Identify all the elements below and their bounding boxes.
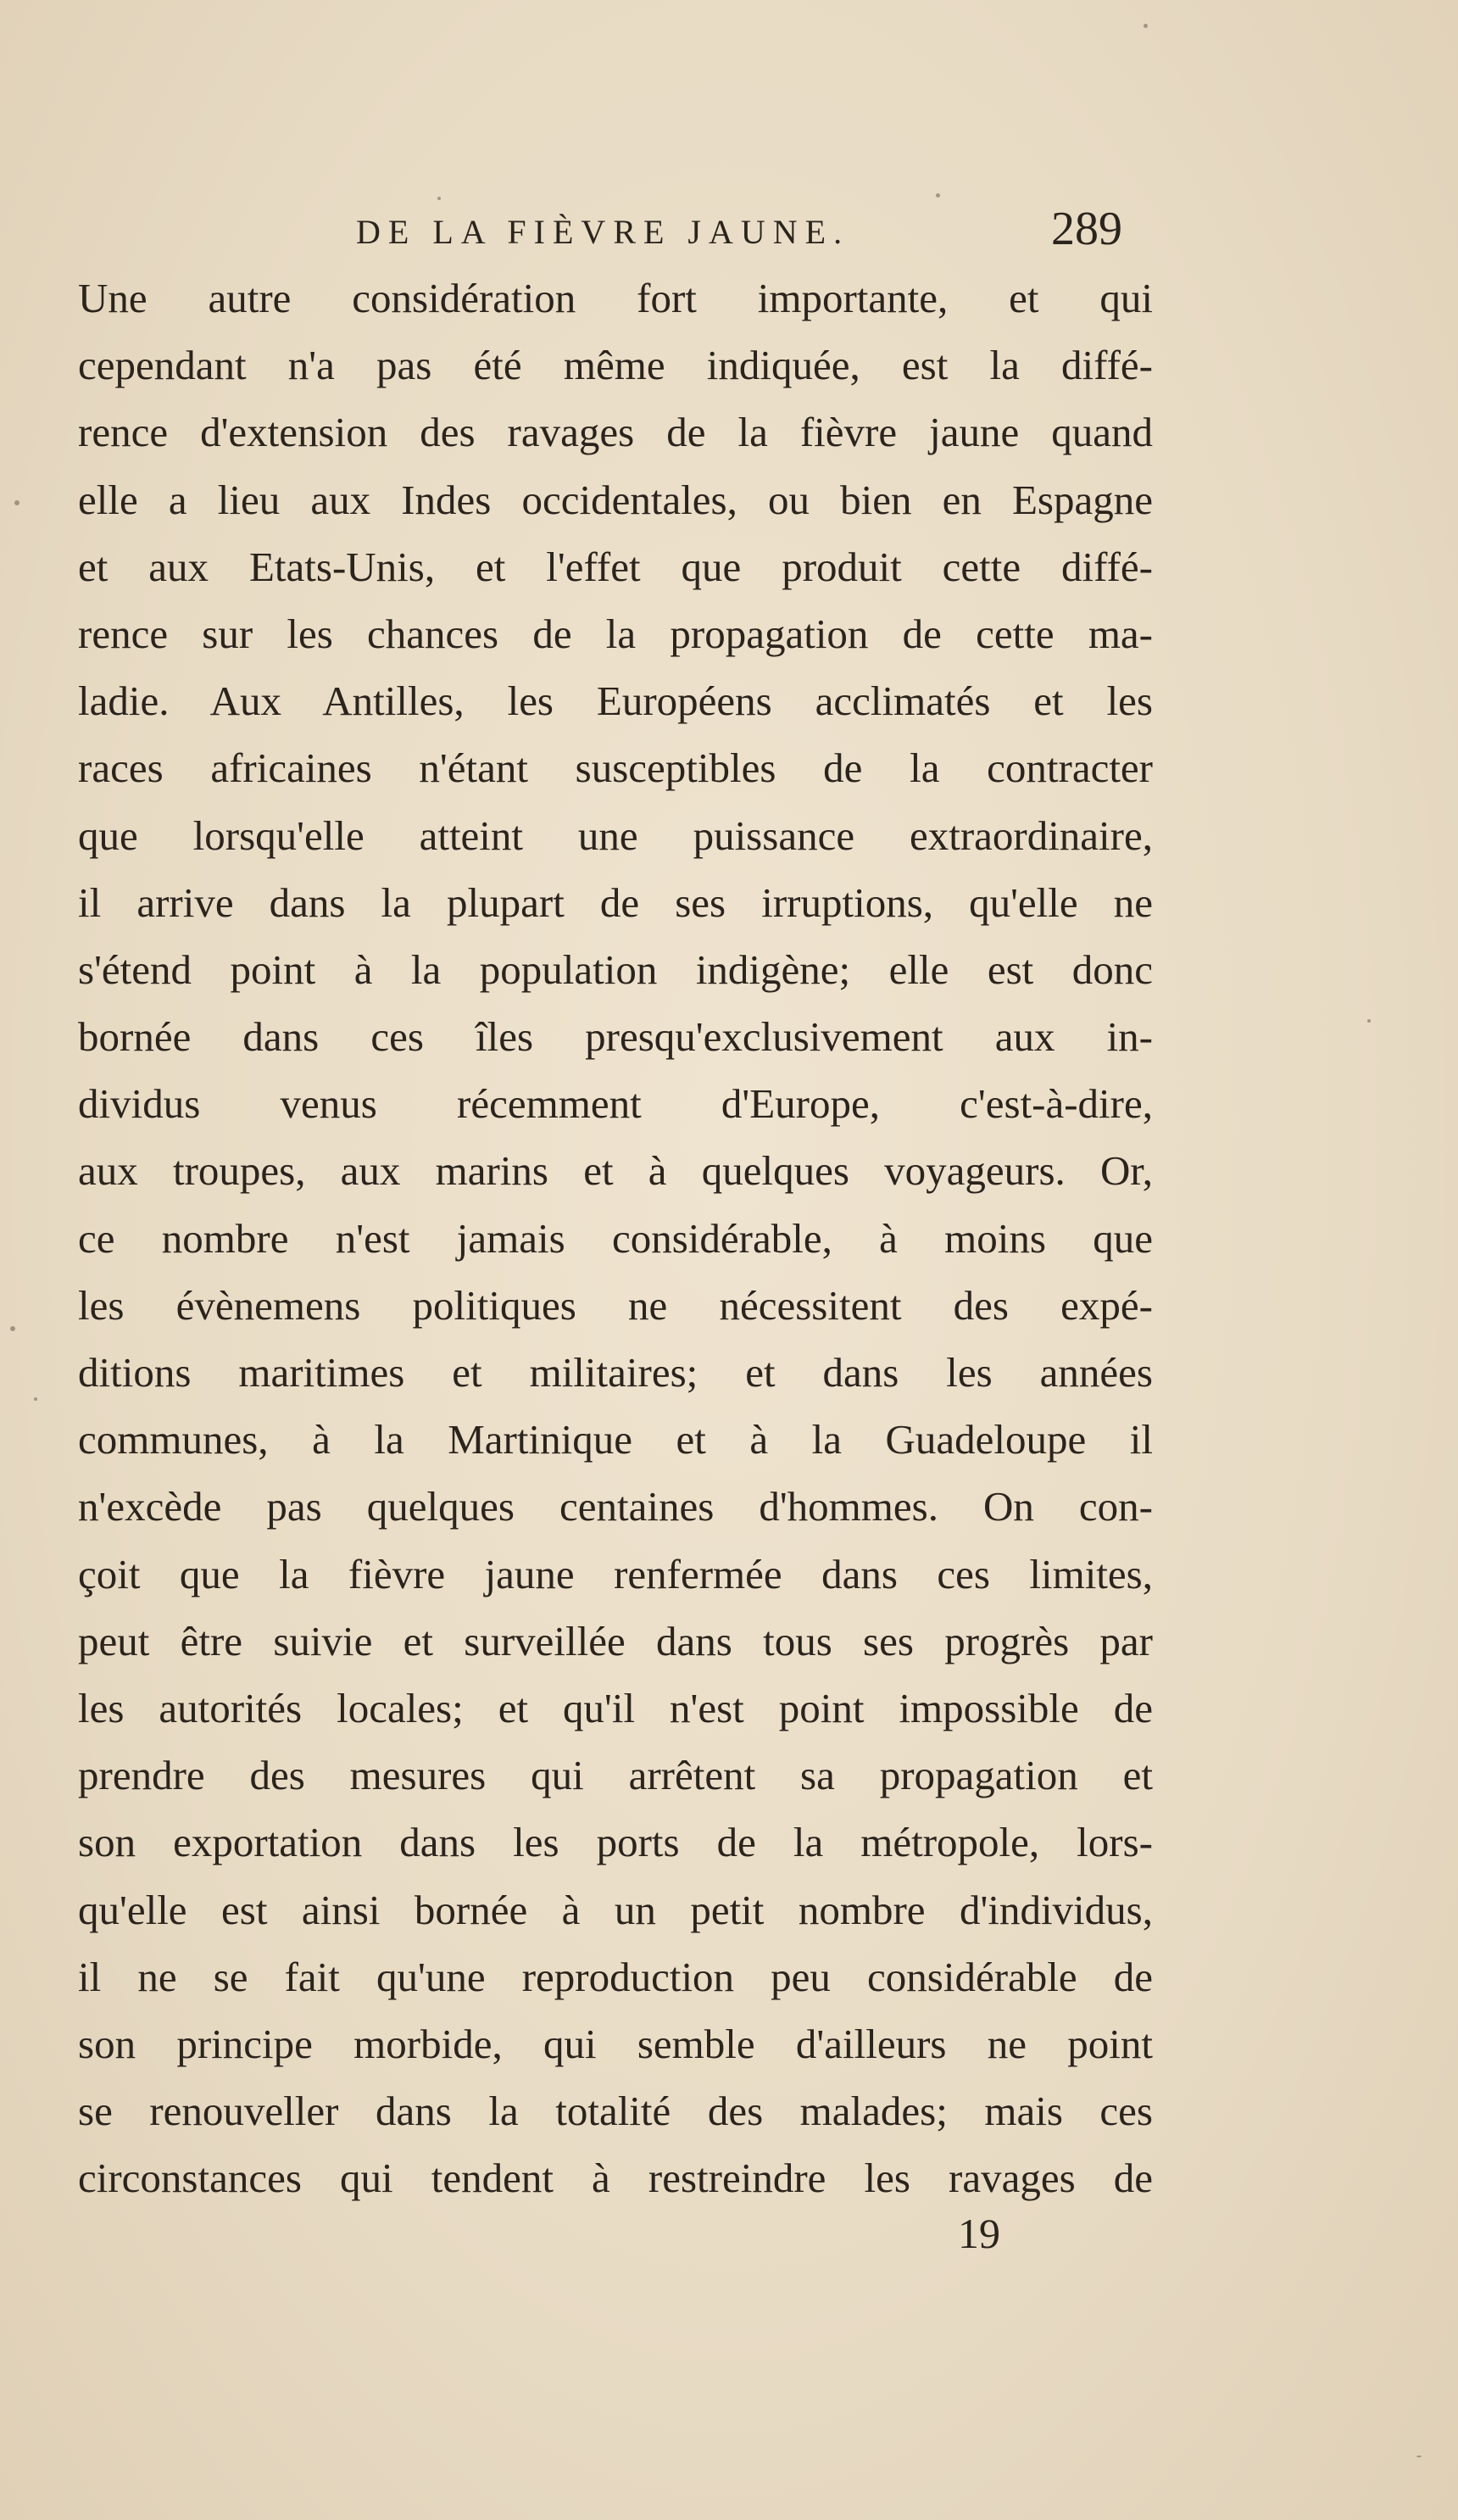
text-line: circonstances qui tendent à restreindre les ravages de <box>78 2155 1153 2202</box>
text-line: races africaines n'étant susceptibles de la contracter <box>78 744 1153 792</box>
body-text <box>78 265 1153 2211</box>
text-line: les autorités locales; et qu'il n'est point impossible de <box>78 1684 1153 1731</box>
text-line: çoit que la fièvre jaune renfermée dans ces limites, <box>78 1550 1153 1597</box>
text-line: ce nombre n'est jamais considérable, à moins que <box>78 1214 1153 1262</box>
text-line: que lorsqu'elle atteint une puissance extraordinaire, <box>78 811 1153 859</box>
text-line: dividus venus récemment d'Europe, c'est-à-dire, <box>78 1080 1153 1128</box>
text-line: il ne se fait qu'une reproduction peu considérable de <box>78 1953 1153 2000</box>
paper-speck <box>34 1397 37 1401</box>
paper-speck <box>10 1326 15 1331</box>
paper-speck <box>437 197 441 200</box>
text-line: son exportation dans les ports de la métropole, lors- <box>78 1819 1153 1866</box>
text-line: ladie. Aux Antilles, les Européens acclimatés et les <box>78 677 1153 725</box>
text-line: aux troupes, aux marins et à quelques voyageurs. Or, <box>78 1147 1153 1195</box>
text-line: communes, à la Martinique et à la Guadeloupe il <box>78 1416 1153 1463</box>
text-line: qu'elle est ainsi bornée à un petit nombre d'individus, <box>78 1886 1153 1933</box>
text-line: les évènemens politiques ne nécessitent des expé- <box>78 1281 1153 1329</box>
signature-mark: 19 <box>958 2210 1000 2257</box>
text-line: son principe morbide, qui semble d'ailleurs ne point <box>78 2020 1153 2067</box>
text-line: et aux Etats-Unis, et l'effet que produit cette diffé- <box>78 543 1153 590</box>
page-number: 289 <box>1051 203 1122 255</box>
paper-speck <box>936 193 940 198</box>
text-line: se renouveller dans la totalité des malades; mais ces <box>78 2088 1153 2135</box>
text-line: elle a lieu aux Indes occidentales, ou bien en Espagne <box>78 476 1153 523</box>
paper-speck <box>1367 1019 1371 1023</box>
text-line: rence d'extension des ravages de la fièvre jaune quand <box>78 409 1153 456</box>
text-line: Une autre considération fort importante, et qui <box>78 275 1153 321</box>
paper-speck <box>1144 24 1148 28</box>
text-line: rence sur les chances de la propagation de cette ma- <box>78 610 1153 657</box>
text-line: ditions maritimes et militaires; et dans les années <box>78 1349 1153 1396</box>
text-line: prendre des mesures qui arrêtent sa propagation et <box>78 1752 1153 1799</box>
text-line: n'excède pas quelques centaines d'hommes. On con- <box>78 1483 1153 1530</box>
text-line: il arrive dans la plupart de ses irruptions, qu'elle ne <box>78 878 1153 926</box>
text-line: bornée dans ces îles presqu'exclusivement aux in- <box>78 1013 1153 1061</box>
paper-speck <box>14 500 19 505</box>
paper-speck <box>1416 2456 1422 2457</box>
running-head: DE LA FIÈVRE JAUNE. <box>356 213 850 251</box>
text-line: cependant n'a pas été même indiquée, est la diffé- <box>78 342 1153 389</box>
text-line: peut être suivie et surveillée dans tous ses progrès par <box>78 1617 1153 1664</box>
text-line: s'étend point à la population indigène; elle est donc <box>78 945 1153 993</box>
page-header <box>0 197 1458 265</box>
